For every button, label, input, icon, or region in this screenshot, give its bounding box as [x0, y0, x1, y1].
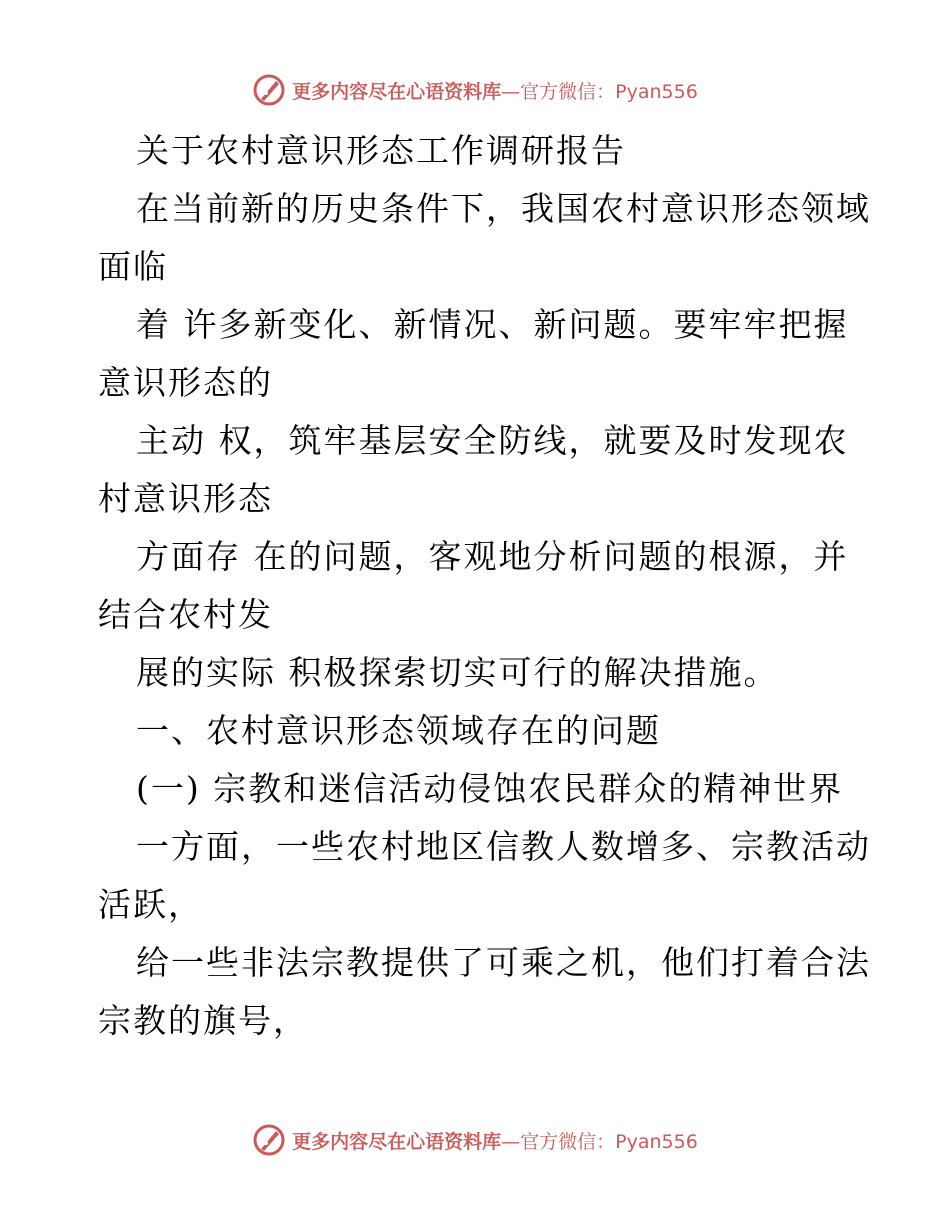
document-line: 面临: [98, 247, 168, 286]
document-line: 给一些非法宗教提供了可乘之机，他们打着合法: [136, 943, 871, 982]
document-body: [98, 122, 871, 1050]
document-line: 结合农村发: [98, 595, 273, 634]
banner-wechat-text: 官方微信：Pyan556: [520, 1130, 698, 1153]
banner-text: [292, 77, 698, 104]
document-line: 意识形态的: [98, 363, 273, 402]
footer-banner: [0, 1120, 950, 1160]
document-line: (一) 宗教和迷信活动侵蚀农民群众的精神世界: [136, 769, 844, 808]
document-line: 村意识形态: [98, 479, 273, 518]
document-line: 宗教的旗号，: [98, 1001, 308, 1040]
banner-wechat-text: 官方微信：Pyan556: [520, 80, 698, 103]
document-line: 方面存 在的问题，客观地分析问题的根源，并: [136, 537, 849, 576]
banner-text: [292, 1127, 698, 1154]
banner-separator: —: [501, 80, 521, 103]
banner-main-text: 更多内容尽在心语资料库: [292, 1130, 502, 1153]
document-line: 在当前新的历史条件下，我国农村意识形态领域: [136, 189, 871, 228]
pen-logo-icon: [252, 73, 286, 107]
document-line: 着 许多新变化、新情况、新问题。要牢牢把握: [136, 305, 849, 344]
document-line: 一方面，一些农村地区信教人数增多、宗教活动: [136, 827, 871, 866]
document-line: 活跃，: [98, 885, 203, 924]
pen-logo-icon: [252, 1123, 286, 1157]
banner-main-text: 更多内容尽在心语资料库: [292, 80, 502, 103]
banner-separator: —: [501, 1130, 521, 1153]
document-line: 展的实际 积极探索切实可行的解决措施。: [136, 653, 779, 692]
document-line: 一、农村意识形态领域存在的问题: [136, 711, 661, 750]
header-banner: [0, 70, 950, 110]
document-line: 主动 权，筑牢基层安全防线，就要及时发现农: [136, 421, 849, 460]
document-line: 关于农村意识形态工作调研报告: [136, 131, 626, 170]
